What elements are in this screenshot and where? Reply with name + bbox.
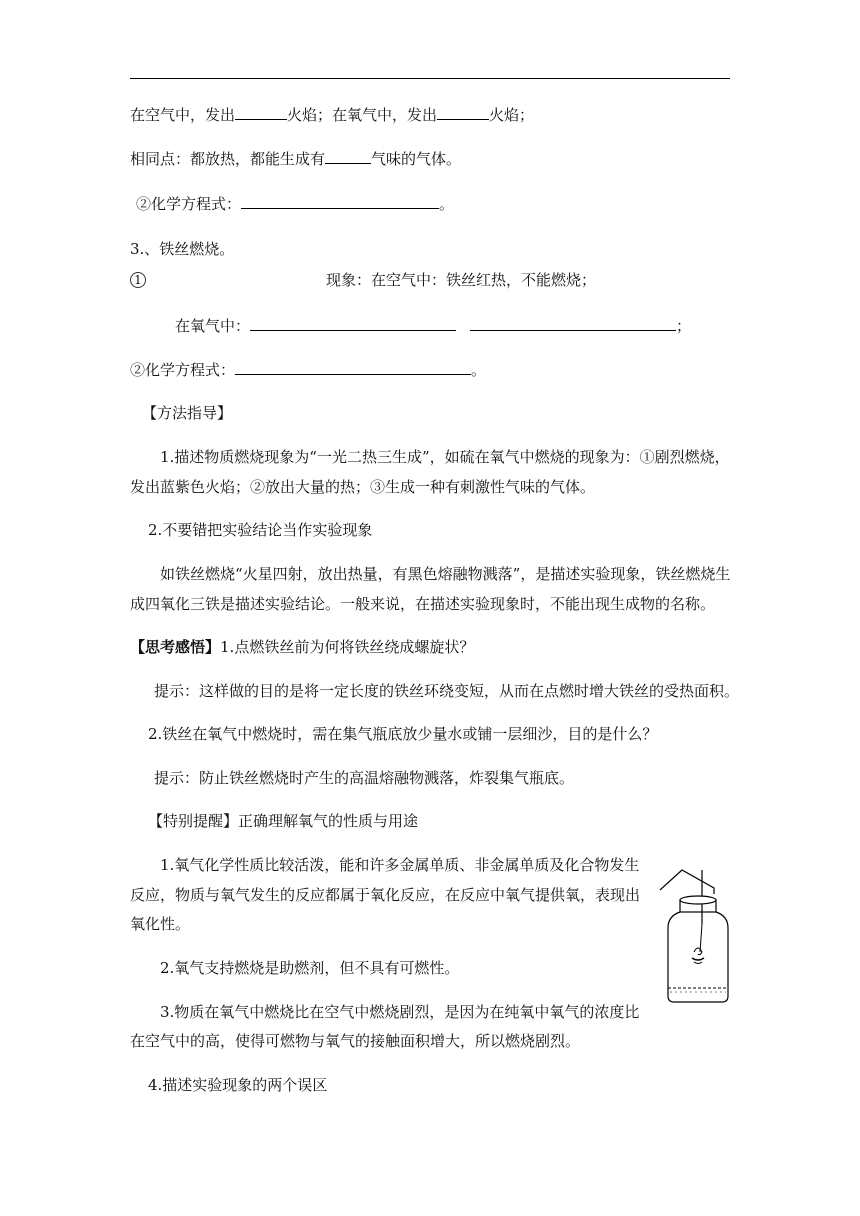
iron-equation-line: ②化学方程式： 。 <box>130 361 487 379</box>
iron-air-phenomenon: 现象：在空气中：铁丝红热，不能燃烧； <box>326 271 597 289</box>
reminder-1-line1: 1.氧气化学性质比较活泼，能和许多金属单质、非金属单质及化合物发生 <box>160 856 640 874</box>
gas-jar-illustration <box>656 866 736 1006</box>
iron-oxygen-line: 在氧气中： ； <box>175 317 692 335</box>
reminder-1-line2: 反应，物质与氧气发生的反应都属于氧化反应，在反应中氧气提供氧，表现出 <box>130 886 641 904</box>
reflection-hint-1: 提示：这样做的目的是将一定长度的铁丝环绕变短，从而在点燃时增大铁丝的受热面积。 <box>154 682 740 700</box>
blank-air-flame[interactable] <box>235 104 287 120</box>
blank-oxygen-phenomenon-1[interactable] <box>250 315 456 331</box>
method-guide-1-line2: 发出蓝紫色火焰；②放出大量的热；③生成一种有刺激性气味的气体。 <box>130 478 596 496</box>
circled-number-marker: 1 <box>130 272 146 288</box>
reflection-hint-2: 提示：防止铁丝燃烧时产生的高温熔融物溅落，炸裂集气瓶底。 <box>154 769 575 787</box>
blank-oxygen-flame[interactable] <box>437 104 489 120</box>
method-guide-example-line1: 如铁丝燃烧“火星四射，放出热量，有黑色熔融物溅落”，是描述实验现象，铁丝燃烧生 <box>160 565 731 583</box>
sulfur-flame-line: 在空气中，发出 火焰；在氧气中，发出 火焰； <box>130 106 535 124</box>
reflection-question-2: 2.铁丝在氧气中燃烧时，需在集气瓶底放少量水或铺一层细沙，目的是什么？ <box>148 725 658 743</box>
method-guide-1-line1: 1.描述物质燃烧现象为“一光二热三生成”，如硫在氧气中燃烧的现象为：①剧烈燃烧， <box>160 448 730 466</box>
reflection-question-1: 【思考感悟】1.点燃铁丝前为何将铁丝绕成螺旋状？ <box>130 638 475 656</box>
blank-sulfur-equation[interactable] <box>241 193 439 209</box>
blank-iron-equation[interactable] <box>235 359 471 375</box>
method-guide-2: 2.不要错把实验结论当作实验现象 <box>148 521 373 539</box>
iron-section-title: 3.、铁丝燃烧。 <box>130 240 235 258</box>
method-guide-heading: 【方法指导】 <box>142 404 233 422</box>
blank-odor[interactable] <box>325 148 371 164</box>
common-point-line: 相同点：都放热，都能生成有 气味的气体。 <box>130 150 462 168</box>
reminder-3-line1: 3.物质在氧气中燃烧比在空气中燃烧剧烈，是因为在纯氧中氧气的浓度比 <box>160 1003 640 1021</box>
iron-phenomenon-line <box>130 270 146 290</box>
special-reminder-heading: 【特别提醒】正确理解氧气的性质与用途 <box>148 812 419 830</box>
reminder-3-line2: 在空气中的高，使得可燃物与氧气的接触面积增大，所以燃烧剧烈。 <box>130 1032 581 1050</box>
reminder-1-line3: 氧化性。 <box>130 915 191 933</box>
header-rule <box>130 78 730 79</box>
sulfur-equation-line: ②化学方程式： 。 <box>136 195 455 213</box>
reminder-2: 2.氧气支持燃烧是助燃剂，但不具有可燃性。 <box>160 959 460 977</box>
reminder-4: 4.描述实验现象的两个误区 <box>148 1076 328 1094</box>
method-guide-example-line2: 成四氧化三铁是描述实验结论。一般来说，在描述实验现象时，不能出现生成物的名称。 <box>130 595 716 613</box>
blank-oxygen-phenomenon-2[interactable] <box>470 315 676 331</box>
